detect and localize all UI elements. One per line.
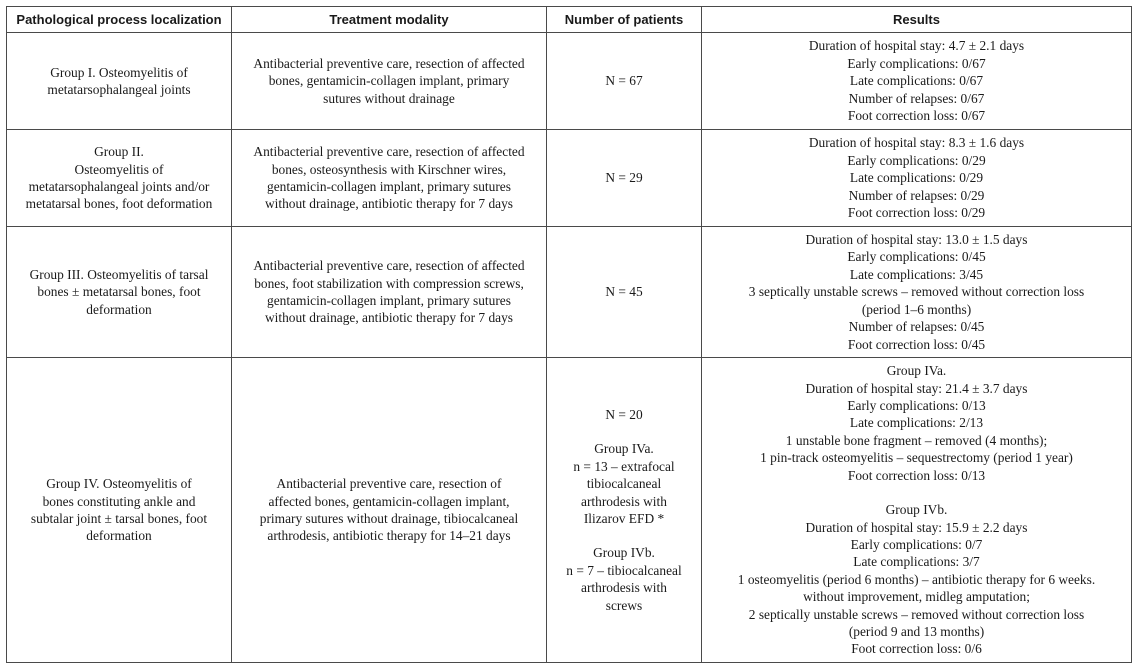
- cell-line: 1 osteomyelitis (period 6 months) – antibiotic therapy for 6 weeks.: [737, 571, 1096, 587]
- cell-line: Group IVa.: [594, 441, 654, 457]
- cell-line: tibiocalcaneal: [586, 476, 662, 492]
- cell-line: N = 45: [605, 284, 643, 300]
- spacer: [706, 484, 1127, 501]
- cell-line: 1 unstable bone fragment – removed (4 months);: [785, 432, 1048, 448]
- cell-line: Early complications: 0/45: [847, 249, 986, 265]
- results-cell: [702, 227, 1132, 358]
- results-cell: [702, 33, 1132, 130]
- cell-line: Duration of hospital stay: 8.3 ± 1.6 days: [808, 135, 1025, 151]
- cell-line: Antibacterial preventive care, resection of affected: [253, 258, 525, 274]
- cell-line: Group I. Osteomyelitis of: [50, 64, 188, 80]
- cell-line: arthrodesis with: [581, 580, 667, 596]
- table-row: [7, 33, 1132, 130]
- cell-line: without drainage, antibiotic therapy for 7 days: [264, 196, 514, 212]
- cell-line: (period 9 and 13 months): [848, 623, 985, 639]
- cell-line: Group IVb.: [593, 545, 655, 561]
- cell-line: Number of relapses: 0/29: [848, 187, 985, 203]
- cell-line: bones, foot stabilization with compression screws,: [254, 275, 524, 291]
- localization-cell: [7, 358, 232, 663]
- cell-line: screws: [605, 597, 643, 613]
- cell-line: Group IVa.: [886, 363, 947, 379]
- cell-line: bones, gentamicin-collagen implant, primary: [268, 73, 510, 89]
- cell-line: bones ± metatarsal bones, foot: [37, 284, 201, 300]
- table-row: [7, 227, 1132, 358]
- cell-line: Osteomyelitis of: [74, 161, 164, 177]
- cell-line: Late complications: 2/13: [849, 415, 984, 431]
- patients-cell: [547, 358, 702, 663]
- cell-line: Number of relapses: 0/67: [848, 90, 985, 106]
- results-table: [6, 6, 1132, 663]
- cell-line: Number of relapses: 0/45: [848, 319, 985, 335]
- patients-cell: [547, 227, 702, 358]
- cell-line: Duration of hospital stay: 13.0 ± 1.5 days: [805, 232, 1028, 248]
- cell-line: Late complications: 0/67: [849, 73, 984, 89]
- cell-line: gentamicin-collagen implant, primary sutures: [267, 293, 511, 308]
- cell-line: subtalar joint ± tarsal bones, foot: [30, 511, 208, 526]
- header-localization: Pathological process localization: [7, 7, 232, 33]
- cell-line: Antibacterial preventive care, resection of affected: [253, 144, 525, 160]
- cell-line: primary sutures without drainage, tibiocalcaneal: [259, 511, 519, 526]
- results-cell: [702, 130, 1132, 227]
- modality-cell: [232, 33, 547, 130]
- cell-line: Foot correction loss: 0/6: [851, 641, 982, 657]
- cell-line: Early complications: 0/29: [847, 152, 986, 168]
- cell-line: metatarsophalangeal joints: [47, 82, 191, 97]
- cell-line: Foot correction loss: 0/13: [847, 467, 986, 483]
- cell-line: N = 29: [605, 170, 643, 186]
- cell-line: Duration of hospital stay: 21.4 ± 3.7 days: [805, 380, 1028, 396]
- cell-line: metatarsophalangeal joints and/or: [28, 179, 210, 194]
- cell-line: Late complications: 3/7: [853, 554, 980, 570]
- table-row: [7, 130, 1132, 227]
- table-row: [7, 358, 1132, 663]
- cell-line: metatarsal bones, foot deformation: [25, 196, 213, 212]
- cell-line: gentamicin-collagen implant, primary sutures: [267, 179, 511, 194]
- cell-line: Antibacterial preventive care, resection of: [276, 476, 502, 492]
- cell-line: n = 7 – tibiocalcaneal: [566, 562, 682, 578]
- modality-cell: [232, 227, 547, 358]
- cell-line: Group IV. Osteomyelitis of: [46, 476, 192, 492]
- cell-line: Antibacterial preventive care, resection of affected: [253, 55, 525, 71]
- cell-line: Group II.: [94, 144, 144, 160]
- modality-cell: [232, 358, 547, 663]
- cell-line: N = 67: [605, 73, 643, 89]
- cell-line: Early complications: 0/67: [847, 55, 986, 71]
- cell-line: deformation: [86, 301, 152, 317]
- localization-cell: [7, 227, 232, 358]
- cell-line: deformation: [86, 528, 152, 544]
- cell-line: sutures without drainage: [323, 90, 455, 106]
- cell-line: Group III. Osteomyelitis of tarsal: [29, 266, 209, 282]
- header-modality: Treatment modality: [232, 7, 547, 33]
- results-cell: [702, 358, 1132, 663]
- cell-line: arthrodesis, antibiotic therapy for 14–21 days: [267, 528, 511, 544]
- cell-line: Ilizarov EFD *: [583, 511, 665, 526]
- cell-line: bones, osteosynthesis with Kirschner wires,: [271, 161, 507, 177]
- modality-cell: [232, 130, 547, 227]
- cell-line: Early complications: 0/13: [847, 398, 986, 414]
- cell-line: Late complications: 0/29: [849, 170, 984, 186]
- cell-line: Duration of hospital stay: 4.7 ± 2.1 days: [808, 38, 1025, 54]
- cell-line: without drainage, antibiotic therapy for 7 days: [264, 310, 514, 326]
- cell-line: Foot correction loss: 0/67: [847, 108, 986, 124]
- patients-cell: [547, 33, 702, 130]
- header-patients: Number of patients: [547, 7, 702, 33]
- patients-cell: [547, 130, 702, 227]
- cell-line: Group IVb.: [885, 502, 948, 518]
- cell-line: 2 septically unstable screws – removed without correction loss: [748, 606, 1085, 622]
- cell-line: Early complications: 0/7: [850, 536, 983, 552]
- header-row: [7, 7, 1132, 33]
- cell-line: N = 20: [605, 406, 643, 422]
- header-results: Results: [702, 7, 1132, 33]
- localization-cell: [7, 33, 232, 130]
- cell-line: Duration of hospital stay: 15.9 ± 2.2 days: [805, 519, 1028, 535]
- cell-line: Foot correction loss: 0/29: [847, 205, 986, 221]
- cell-line: (period 1–6 months): [861, 301, 972, 317]
- cell-line: affected bones, gentamicin-collagen implant,: [268, 493, 510, 509]
- cell-line: without improvement, midleg amputation;: [803, 589, 1030, 605]
- localization-cell: [7, 130, 232, 227]
- cell-line: 3 septically unstable screws – removed without correction loss: [748, 284, 1085, 300]
- cell-line: Late complications: 3/45: [849, 266, 984, 282]
- cell-line: bones constituting ankle and: [42, 493, 196, 509]
- cell-line: Foot correction loss: 0/45: [847, 336, 986, 352]
- spacer: [551, 423, 697, 440]
- cell-line: arthrodesis with: [581, 493, 667, 509]
- spacer: [551, 527, 697, 544]
- cell-line: n = 13 – extrafocal: [573, 458, 675, 474]
- cell-line: 1 pin-track osteomyelitis – sequestrectomy (period 1 year): [760, 450, 1073, 466]
